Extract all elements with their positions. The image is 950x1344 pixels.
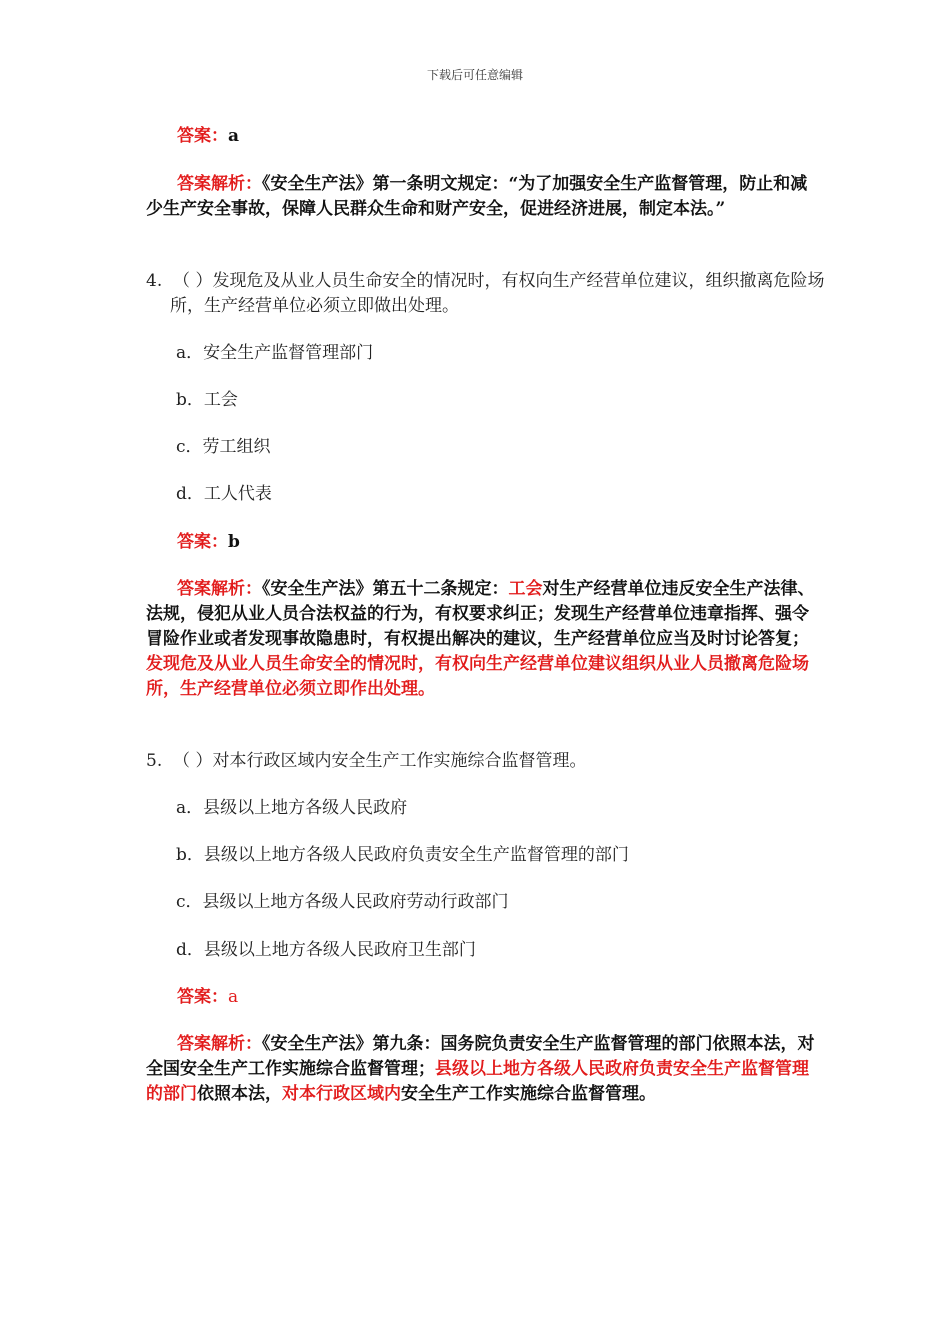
q4-analysis: [146, 577, 816, 702]
q3-answer-label: 答案：: [177, 126, 228, 146]
q3-answer: [177, 124, 239, 149]
q5-option-c: [176, 890, 509, 915]
q5-answer: [177, 985, 238, 1010]
q5-option-b: [176, 843, 629, 868]
q4-stem-text: （ ）发现危及从业人员生命安全的情况时，有权向生产经营单位建议，组织撤离危险场所，生产经营单位必须立即做出处理。: [170, 271, 825, 316]
q4-analysis-label: 答案解析：: [177, 579, 262, 599]
q4-option-c-key: c．: [176, 437, 203, 457]
q4-option-b-key: b．: [176, 390, 204, 410]
q5-option-d: [176, 938, 476, 963]
q5-option-b-text: 县级以上地方各级人民政府负责安全生产监督管理的部门: [203, 845, 629, 865]
q5-number: 5.: [146, 751, 163, 771]
q4-answer-value: b: [228, 532, 240, 552]
q5-option-a-key: a．: [176, 798, 204, 818]
q4-analysis-part-2: 对生产经营单位违反安全生产法律、法规，侵犯从业人员合法权益的行为，有权要求纠正；发现生产经营单位违章指挥、强令冒险作业或者发现事故隐患时，有权提出解决的建议，生产经营单位应当及时讨论答复；: [146, 579, 815, 649]
q4-stem: [146, 269, 840, 319]
q5-answer-value: a: [228, 987, 239, 1007]
q5-stem: [146, 749, 840, 774]
q4-option-b: [176, 388, 238, 413]
q4-number: 4.: [146, 271, 163, 291]
q4-option-a-text: 安全生产监督管理部门: [203, 343, 374, 363]
q5-analysis-label: 答案解析：: [177, 1034, 262, 1054]
q5-answer-label: 答案：: [177, 987, 228, 1007]
q5-option-c-key: c．: [176, 892, 203, 912]
q5-option-d-text: 县级以上地方各级人民政府卫生部门: [203, 940, 476, 960]
q4-option-b-text: 工会: [203, 390, 238, 410]
q5-analysis-highlight-2: 对本行政区域内: [282, 1084, 401, 1104]
q5-option-a-text: 县级以上地方各级人民政府: [203, 798, 408, 818]
q4-analysis-highlight-2: 发现危及从业人员生命安全的情况时，有权向生产经营单位建议组织从业人员撤离危险场所，生产经营单位必须立即作出处理。: [146, 654, 809, 699]
q5-option-d-key: d．: [176, 940, 204, 960]
q5-option-a: [176, 796, 407, 821]
q3-analysis-text: 《安全生产法》第一条明文规定：“为了加强安全生产监督管理，防止和减少生产安全事故，保障人民群众生命和财产安全，促进经济进展，制定本法。”: [146, 174, 808, 219]
q4-analysis-part-1: 《安全生产法》第五十二条规定：: [262, 579, 509, 599]
q5-analysis: [146, 1032, 816, 1107]
q4-option-d-key: d．: [176, 484, 204, 504]
q5-analysis-part-2: 依照本法，: [197, 1084, 282, 1104]
q4-analysis-highlight-1: 工会: [508, 579, 543, 599]
q5-stem-text: （ ）对本行政区域内安全生产工作实施综合监督管理。: [173, 751, 587, 771]
q5-analysis-part-3: 安全生产工作实施综合监督管理。: [401, 1084, 656, 1104]
q5-option-c-text: 县级以上地方各级人民政府劳动行政部门: [202, 892, 509, 912]
q3-analysis-label: 答案解析：: [177, 174, 262, 194]
q3-analysis: [146, 172, 816, 222]
q4-answer-label: 答案：: [177, 532, 228, 552]
q5-analysis-part-1: 《安全生产法》第九条：国务院负责安全生产监督管理的部门依照本法，对全国安全生产工作实施综合监督管理；: [146, 1034, 815, 1079]
q4-option-a: [176, 341, 373, 366]
q3-answer-value: a: [228, 126, 240, 146]
page-header: 下载后可任意编辑: [426, 68, 523, 82]
q4-option-a-key: a．: [176, 343, 204, 363]
q4-option-c-text: 劳工组织: [202, 437, 271, 457]
q5-analysis-highlight-1: 县级以上地方各级人民政府负责安全生产监督管理的部门: [146, 1059, 809, 1104]
q4-option-d-text: 工人代表: [203, 484, 272, 504]
q4-option-c: [176, 435, 271, 460]
q4-answer: [177, 530, 240, 555]
q5-option-b-key: b．: [176, 845, 204, 865]
q4-option-d: [176, 482, 272, 507]
